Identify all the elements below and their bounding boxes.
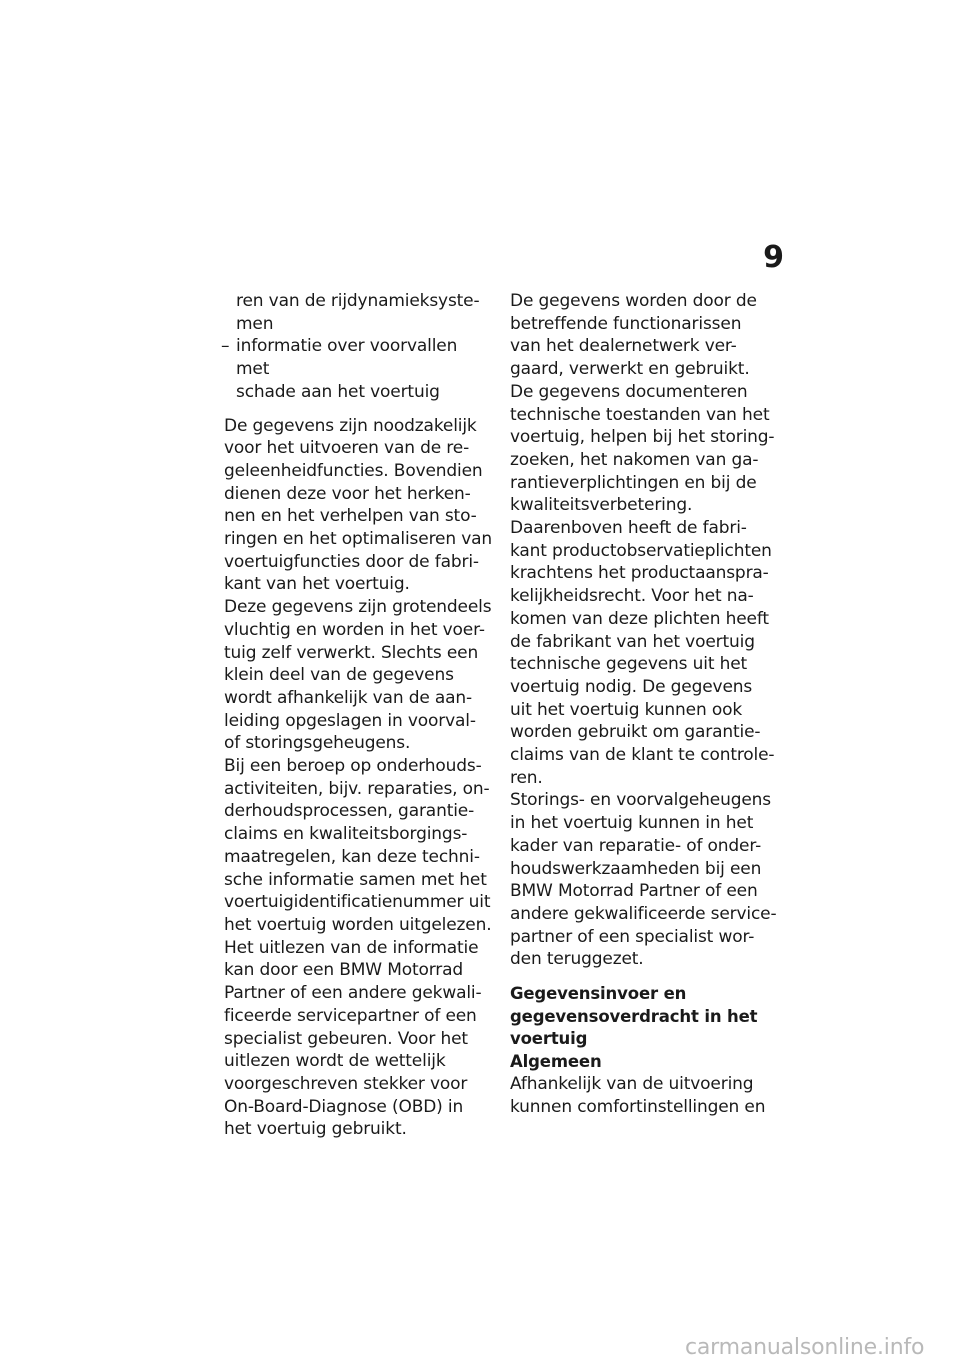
list-dash: – <box>221 336 230 357</box>
paragraph: De gegevens worden door de betreffende functionarissen van het dealernetwerk ver- gaard, verwerkt en gebruikt. <box>510 291 757 380</box>
watermark: carmanualsonline.info <box>685 1335 925 1360</box>
paragraph: Deze gegevens zijn grotendeels vluchtig en worden in het voer- tuig zelf verwerkt. Slechts een klein deel van de gegevens wordt afhankelijk van de aan- leiding opgeslagen in voorval- of storingsgeheugens. <box>224 597 492 754</box>
paragraph: Bij een beroep op onderhouds- activiteiten, bijv. reparaties, on- derhoudsprocessen, garantie- claims en kwaliteitsborgings- maatregelen, kan deze techni- sche informatie samen met het voertuigidentificatienummer uit het voertuig worden uitgelezen. <box>224 756 492 935</box>
right-column <box>510 290 785 1119</box>
list-item: ren van de rijdynamieksyste- men <box>236 291 480 334</box>
section-heading: Gegevensinvoer en gegevensoverdracht in het voertuig <box>510 984 758 1049</box>
paragraph: Daarenboven heeft de fabri- kant productobservatieplichten krachtens het productaanspra- kelijkheidsrecht. Voor het na- komen van deze plichten heeft de fabrikant van het voertuig technische gegevens uit het voertuig nodig. De gegevens uit het voertuig kunnen ook worden gebruikt om garantie- claims van de klant te controle- ren. <box>510 518 775 788</box>
paragraph: Storings- en voorvalgeheugens in het voertuig kunnen in het kader van reparatie- of onder- houdswerkzaamheden bij een BMW Motorrad Partner of een andere gekwalificeerde service- partner of een specialist wor- den teruggezet. <box>510 790 777 970</box>
page-number: 9 <box>763 240 784 275</box>
paragraph: Het uitlezen van de informatie kan door een BMW Motorrad Partner of een andere gekwali- ficeerde servicepartner of een specialist gebeuren. Voor het uitlezen wordt de wettelijk voorgeschreven stekker voor On-Board-Diagnose (OBD) in het voertuig gebruikt. <box>224 937 482 1140</box>
paragraph: De gegevens zijn noodzakelijk voor het uitvoeren van de re- geleenheidfuncties. Bovendien dienen deze voor het herken- nen en het verhelpen van sto- ringen en het optimaliseren van voertuigfuncties door de fabri- kant van het voertuig. <box>224 415 493 595</box>
paragraph: Afhankelijk van de uitvoering kunnen comfortinstellingen en <box>510 1074 766 1117</box>
list-item: – informatie over voorvallen met schade aan het voertuig <box>221 336 458 402</box>
paragraph: De gegevens documenteren technische toestanden van het voertuig, helpen bij het storing- zoeken, het nakomen van ga- rantieverplichtingen en bij de kwaliteitsverbetering. <box>510 381 775 516</box>
left-column <box>221 290 494 1141</box>
subheading: Algemeen <box>510 1051 602 1071</box>
